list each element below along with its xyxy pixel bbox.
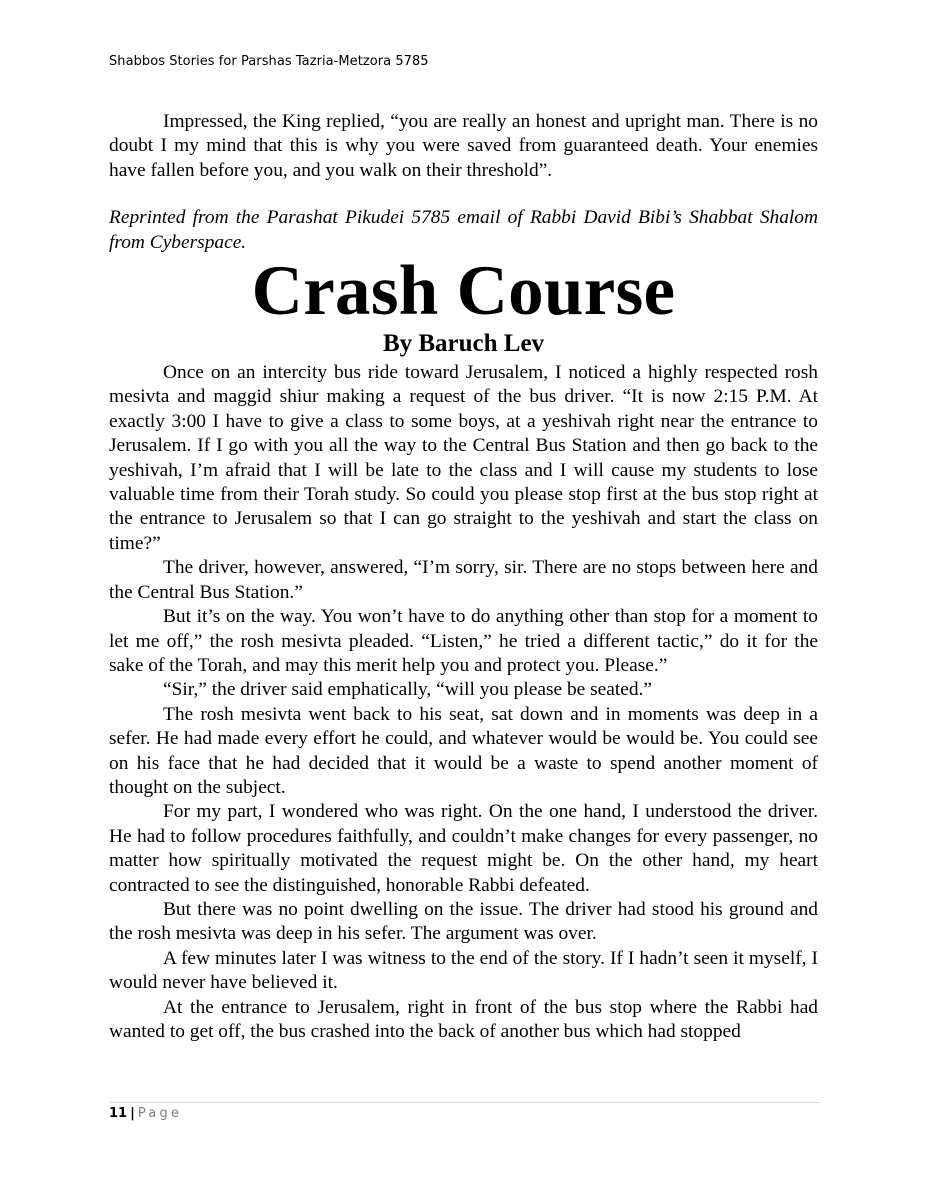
article-paragraph: “Sir,” the driver said emphatically, “will you please be seated.” [163, 679, 653, 701]
article-paragraph: But there was no point dwelling on the issue. The driver had stood his ground and the rosh mesivta was deep in his sefer. The argument was over. [109, 898, 818, 945]
article-paragraph: A few minutes later I was witness to the end of the story. If I hadn’t seen it myself, I would never have believed it. [109, 947, 818, 994]
footer-separator: | [130, 1106, 135, 1121]
page-content [109, 110, 818, 1044]
article-byline: By Baruch Lev [382, 330, 545, 358]
article-paragraph: The driver, however, answered, “I’m sorry, sir. There are no stops between here and the Central Bus Station.” [109, 557, 818, 603]
running-header: Shabbos Stories for Parshas Tazria-Metzora 5785 [109, 54, 429, 69]
reprint-attribution: Reprinted from the Parashat Pikudei 5785 email of Rabbi David Bibi’s Shabbat Shalom from Cyberspace. [109, 207, 818, 253]
page-footer [109, 1106, 182, 1121]
footer-divider [109, 1102, 820, 1103]
article-paragraph: At the entrance to Jerusalem, right in front of the bus stop where the Rabbi had wanted to get off, the bus crashed into the back of another bus which had stopped [109, 996, 818, 1042]
article-paragraph: Once on an intercity bus ride toward Jerusalem, I noticed a highly respected rosh mesivta and maggid shiur making a request of the bus driver. “It is now 2:15 P.M. At exactly 3:00 I have to give a class to some boys, at a yeshivah right near the entrance to Jerusalem. If I go with you all the way to the Central Bus Station and then go back to the yeshivah, I’m afraid that I will be late to the class and I will cause my students to lose valuable time from their Torah study. So could you please stop first at the bus stop right at the entrance to Jerusalem so that I can go straight to the yeshivah and start the class on time?” [109, 362, 818, 554]
page-label: Page [137, 1106, 183, 1121]
article-paragraph: But it’s on the way. You won’t have to do anything other than stop for a moment to let me off,” the rosh mesivta pleaded. “Listen,” he tried a different tactic,” do it for the sake of the Torah, and may this merit help you and protect you. Please.” [109, 606, 818, 676]
article-paragraph: The rosh mesivta went back to his seat, sat down and in moments was deep in a sefer. He had made every effort he could, and whatever would be would be. You could see on his face that he had decided that it would be a waste to spend another moment of thought on the subject. [109, 703, 818, 798]
article-paragraph: For my part, I wondered who was right. On the one hand, I understood the driver. He had to follow procedures faithfully, and couldn’t make changes for every passenger, no matter how spiritually motivated the request might be. On the other hand, my heart contracted to see the distinguished, honorable Rabbi defeated. [109, 801, 818, 896]
page-number: 11 [109, 1106, 128, 1121]
article-title: Crash Course [251, 252, 676, 331]
intro-paragraph: Impressed, the King replied, “you are really an honest and upright man. There is no doubt I my mind that this is why you were saved from guaranteed death. Your enemies have fallen before you, and you walk on their threshold”. [109, 111, 818, 181]
